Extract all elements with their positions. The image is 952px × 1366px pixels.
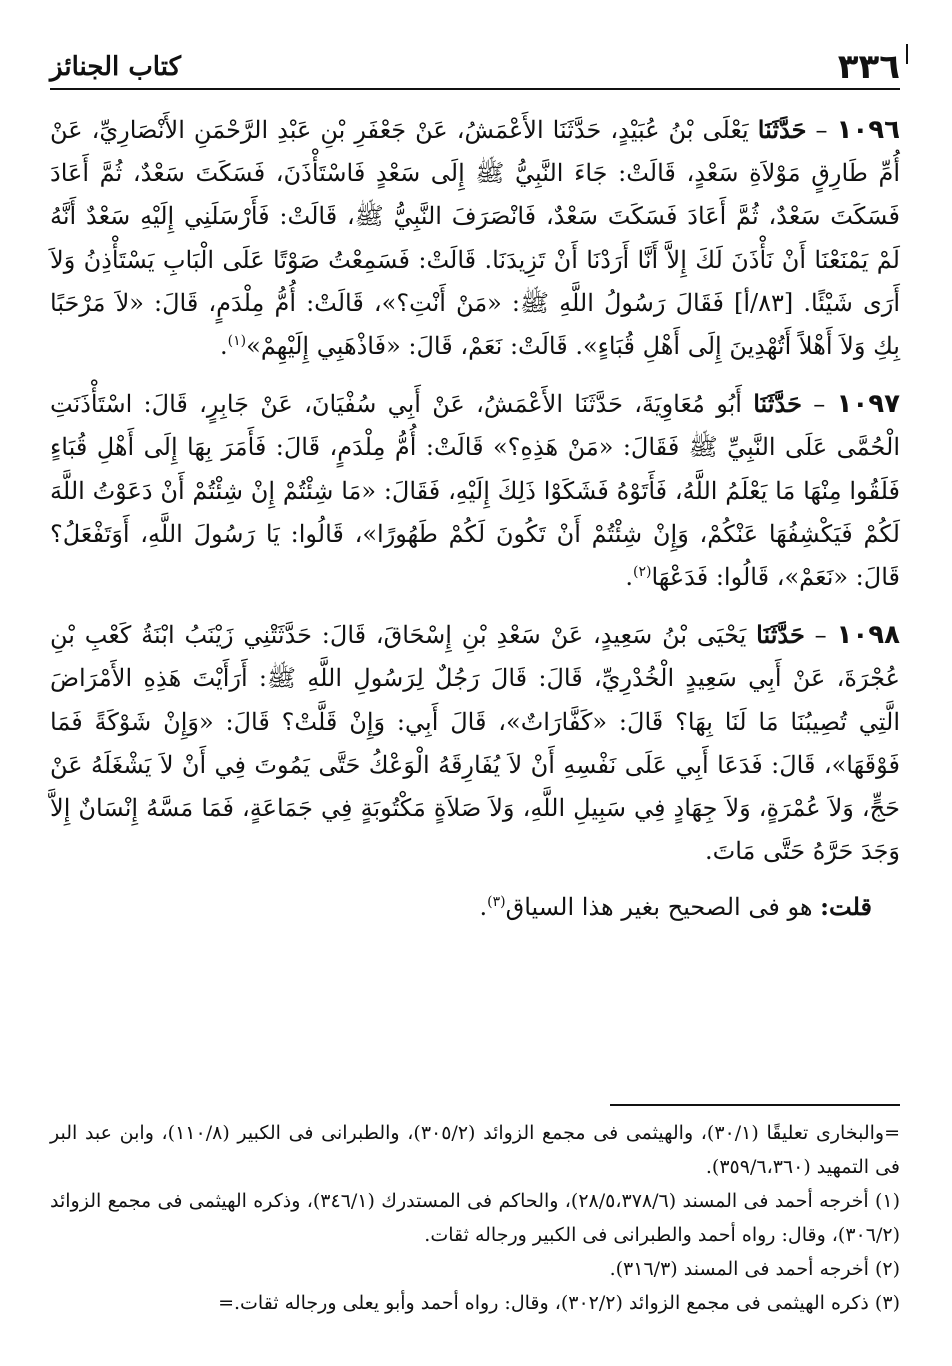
hadith-text: يَحْيَى بْنُ سَعِيدٍ، عَنْ سَعْدِ بْنِ إِسْحَاقَ، قَالَ: حَدَّثَتْنِي زَيْنَبُ ابْنَةُ كَعْبِ بْنِ عُجْرَةَ، عَنْ أَبِي سَعِيدٍ الْخُدْرِيِّ، قَالَ: قَالَ رَجُلٌ لِرَسُولِ اللَّهِ ﷺ: أَرَأَيْتَ هَذِهِ الأَمْرَاضَ الَّتِي تُصِيبُنَا مَا لَنَا بِهَا؟ قَالَ: «كَفَّارَاتٌ»، قَالَ أَبِي: وَإِنْ قَلَّتْ؟ قَالَ: «وَإِنْ شَوْكَةً فَمَا فَوْقَهَا»، قَالَ: فَدَعَا أَبِي عَلَى نَفْسِهِ أَنْ لاَ يُفَارِقَهُ الْوَعْكُ حَتَّى يَمُوتَ فِي أَنْ لاَ يَشْغَلَهُ عَنْ حَجٍّ، وَلاَ عُمْرَةٍ، وَلاَ جِهَادٍ فِي سَبِيلِ اللَّهِ، وَلاَ صَلاَةٍ مَكْتُوبَةٍ فِي جَمَاعَةٍ، فَمَا مَسَّهُ إِنْسَانٌ إِلاَّ وَجَدَ حَرَّهُ حَتَّى مَاتَ (50, 621, 900, 866)
footnote-reference[interactable]: (٣) (487, 894, 506, 911)
footnote-2: (٢) أخرجه أحمد فى المسند (٣١٦/٣). (609, 1258, 900, 1280)
footnote-reference[interactable]: (٢) (632, 564, 652, 581)
hadith-number: ١٠٩٦ (836, 115, 900, 145)
page-header (50, 42, 900, 90)
hadith-lead-word: حَدَّثَنَا (753, 389, 802, 419)
hadith-tail: . (220, 332, 228, 361)
footnote-reference[interactable]: (١) (227, 333, 247, 350)
qult-tail: . (479, 893, 488, 922)
hadith-1097: ١٠٩٧ – حَدَّثَنَا أَبُو مُعَاوِيَةَ، حَدَّثَنَا الأَعْمَشُ، عَنْ أَبِي سُفْيَانَ، عَنْ جَابِرٍ، قَالَ: اسْتَأْذَنَتِ الْحُمَّى عَلَى النَّبِيِّ ﷺ فَقَالَ: «مَنْ هَذِهِ؟» قَالَتْ: أُمُّ مِلْدَمٍ، قَالَ: فَأَمَرَ بِهَا إِلَى أَهْلِ قُبَاءٍ فَلَقُوا مِنْهَا مَا يَعْلَمُ اللَّهُ، فَأَتَوْهُ فَشَكَوْا ذَلِكَ إِلَيْهِ، فَقَالَ: «مَا شِئْتُمْ إِنْ شِئْتُمْ أَنْ دَعَوْتُ اللَّهَ لَكُمْ فَيَكْشِفُهَا عَنْكُمْ، وَإِنْ شِئْتُمْ أَنْ تَكُونَ لَكُمْ طَهُورًا»، قَالُوا: يَا رَسُولَ اللَّهِ، أَوَتَفْعَلُ؟ قَالَ: «نَعَمْ»، قَالُوا: فَدَعْهَا$^{(٢)}$. (50, 389, 900, 592)
hadith-1096: ١٠٩٦ – حَدَّثَنَا يَعْلَى بْنُ عُبَيْدٍ، حَدَّثَنَا الأَعْمَشُ، عَنْ جَعْفَرِ بْنِ عَبْدِ الرَّحْمَنِ الأَنْصَارِيِّ، عَنْ أُمِّ طَارِقٍ مَوْلاَةِ سَعْدٍ، قَالَتْ: جَاءَ النَّبِيُّ ﷺ إِلَى سَعْدٍ فَاسْتَأْذَنَ، فَسَكَتَ سَعْدٌ، ثُمَّ أَعَادَ فَسَكَتَ سَعْدٌ، ثُمَّ أَعَادَ فَسَكَتَ سَعْدٌ، فَانْصَرَفَ النَّبِيُّ ﷺ، قَالَتْ: فَأَرْسَلَنِي إِلَيْهِ سَعْدٌ أَنَّهُ لَمْ يَمْنَعْنَا أَنْ نَأْذَنَ لَكَ إِلاَّ أَنَّا أَرَدْنَا أَنْ تَزِيدَنَا. قَالَتْ: فَسَمِعْتُ صَوْتًا عَلَى الْبَابِ يَسْتَأْذِنُ وَلاَ أَرَى شَيْئًا. [٨٣/أ] فَقَالَ رَسُولُ اللَّهِ ﷺ: «مَنْ أَنْتِ؟»، قَالَتْ: أُمُّ مِلْدَمٍ، قَالَ: «لاَ مَرْحَبًا بِكِ وَلاَ أَهْلاً أَتُهْدِينَ إِلَى أَهْلِ قُبَاءٍ». قَالَتْ: نَعَمْ، قَالَ: «فَاذْهَبِي إِلَيْهِمْ»$^{(١)}$. (50, 115, 901, 361)
qult-text: هو فى الصحيح بغير هذا السياق (505, 893, 813, 922)
hadith-number: ١٠٩٨ (836, 620, 900, 651)
hadith-1098: ١٠٩٨ – حَدَّثَنَا يَحْيَى بْنُ سَعِيدٍ، عَنْ سَعْدِ بْنِ إِسْحَاقَ، قَالَ: حَدَّثَتْنِي زَيْنَبُ ابْنَةُ كَعْبِ بْنِ عُجْرَةَ، عَنْ أَبِي سَعِيدٍ الْخُدْرِيِّ، قَالَ: قَالَ رَجُلٌ لِرَسُولِ اللَّهِ ﷺ: أَرَأَيْتَ هَذِهِ الأَمْرَاضَ الَّتِي تُصِيبُنَا مَا لَنَا بِهَا؟ قَالَ: «كَفَّارَاتٌ»، قَالَ أَبِي: وَإِنْ قَلَّتْ؟ قَالَ: «وَإِنْ شَوْكَةً فَمَا فَوْقَهَا»، قَالَ: فَدَعَا أَبِي عَلَى نَفْسِهِ أَنْ لاَ يُفَارِقَهُ الْوَعْكُ حَتَّى يَمُوتَ فِي أَنْ لاَ يَشْغَلَهُ عَنْ حَجٍّ، وَلاَ عُمْرَةٍ، وَلاَ جِهَادٍ فِي سَبِيلِ اللَّهِ، وَلاَ صَلاَةٍ مَكْتُوبَةٍ فِي جَمَاعَةٍ، فَمَا مَسَّهُ إِنْسَانٌ إِلاَّ وَجَدَ حَرَّهُ حَتَّى مَاتَ. (50, 620, 900, 866)
footnotes (50, 1116, 900, 1320)
running-title: كتاب الجنائز (50, 52, 181, 82)
hadith-lead-word: حَدَّثَنَا (757, 115, 807, 144)
page-number: ٣٣٦ (837, 47, 900, 87)
footnote-3: (٣) ذكره الهيثمى فى مجمع الزوائد (٣٠٢/٢)، وقال: رواه أحمد وأبو يعلى ورجاله ثقات.= (218, 1292, 900, 1314)
main-text (50, 108, 900, 927)
qult-note (50, 887, 900, 927)
hadith-number: ١٠٩٧ (836, 389, 900, 420)
hadith-tail: . (625, 563, 633, 592)
hadith-tail: . (704, 837, 713, 866)
footnote-continuation: =والبخارى تعليقًا (٣٠/١)، والهيثمى فى مجمع الزوائد (٣٠٥/٢)، والطبرانى فى الكبير (١١٠/٨)، وابن عبد البر فى التمهيد (٣٥٩/٦،٣٦٠). (50, 1122, 900, 1178)
book-page (50, 0, 900, 1366)
margin-mark (906, 44, 908, 64)
footnote-1: (١) أخرجه أحمد فى المسند (٢٨/٥،٣٧٨/٦)، والحاكم فى المستدرك (٣٤٦/١)، وذكره الهيثمى فى مجمع الزوائد (٣٠٦/٢)، وقال: رواه أحمد والطبرانى فى الكبير ورجاله ثقات. (50, 1190, 900, 1246)
qult-label: قلت: (820, 892, 872, 922)
hadith-lead-word: حَدَّثَنَا (756, 620, 805, 650)
hadith-text: أَبُو مُعَاوِيَةَ، حَدَّثَنَا الأَعْمَشُ، عَنْ أَبِي سُفْيَانَ، عَنْ جَابِرٍ، قَالَ: اسْتَأْذَنَتِ الْحُمَّى عَلَى النَّبِيِّ ﷺ فَقَالَ: «مَنْ هَذِهِ؟» قَالَتْ: أُمُّ مِلْدَمٍ، قَالَ: فَأَمَرَ بِهَا إِلَى أَهْلِ قُبَاءٍ فَلَقُوا مِنْهَا مَا يَعْلَمُ اللَّهُ، فَأَتَوْهُ فَشَكَوْا ذَلِكَ إِلَيْهِ، فَقَالَ: «مَا شِئْتُمْ إِنْ شِئْتُمْ أَنْ دَعَوْتُ اللَّهَ لَكُمْ فَيَكْشِفُهَا عَنْكُمْ، وَإِنْ شِئْتُمْ أَنْ تَكُونَ لَكُمْ طَهُورًا»، قَالُوا: يَا رَسُولَ اللَّهِ، أَوَتَفْعَلُ؟ قَالَ: «نَعَمْ»، قَالُوا: فَدَعْهَا (50, 390, 900, 592)
hadith-text: يَعْلَى بْنُ عُبَيْدٍ، حَدَّثَنَا الأَعْمَشُ، عَنْ جَعْفَرِ بْنِ عَبْدِ الرَّحْمَنِ الأَنْصَارِيِّ، عَنْ أُمِّ طَارِقٍ مَوْلاَةِ سَعْدٍ، قَالَتْ: جَاءَ النَّبِيُّ ﷺ إِلَى سَعْدٍ فَاسْتَأْذَنَ، فَسَكَتَ سَعْدٌ، ثُمَّ أَعَادَ فَسَكَتَ سَعْدٌ، ثُمَّ أَعَادَ فَسَكَتَ سَعْدٌ، فَانْصَرَفَ النَّبِيُّ ﷺ، قَالَتْ: فَأَرْسَلَنِي إِلَيْهِ سَعْدٌ أَنَّهُ لَمْ يَمْنَعْنَا أَنْ نَأْذَنَ لَكَ إِلاَّ أَنَّا أَرَدْنَا أَنْ تَزِيدَنَا. قَالَتْ: فَسَمِعْتُ صَوْتًا عَلَى الْبَابِ يَسْتَأْذِنُ وَلاَ أَرَى شَيْئًا. [٨٣/أ] فَقَالَ رَسُولُ اللَّهِ ﷺ: «مَنْ أَنْتِ؟»، قَالَتْ: أُمُّ مِلْدَمٍ، قَالَ: «لاَ مَرْحَبًا بِكِ وَلاَ أَهْلاً أَتُهْدِينَ إِلَى أَهْلِ قُبَاءٍ». قَالَتْ: نَعَمْ، قَالَ: «فَاذْهَبِي إِلَيْهِمْ» (50, 116, 901, 361)
footnote-separator (610, 1104, 900, 1106)
